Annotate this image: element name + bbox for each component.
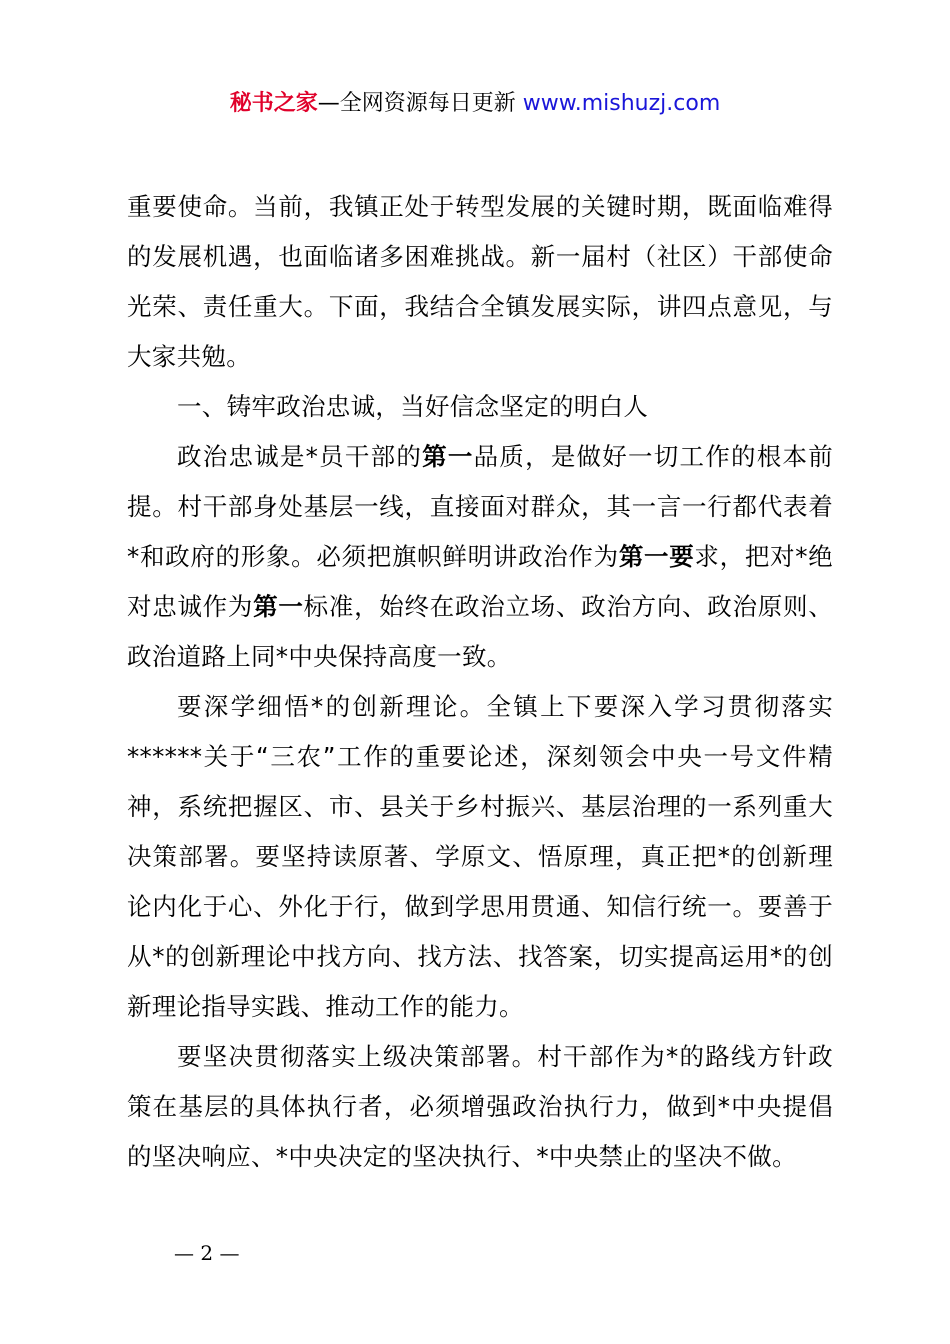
text-segment: 要深学细悟*的创新理论。全镇上下要深入学习贯彻落实******关于“三农”工作的重要论述，深刻领会中央一号文件精神，系统把握区、市、县关于乡村振兴、基层治理的一系列重大决策部署。要坚持读原著、学原文、悟原理，真正把*的创新理论内化于心、外化于行，做到学思用贯通、知信行统一。要善于从*的创新理论中找方向、找方法、找答案，切实提高运用*的创新理论指导实践、推动工作的能力。 [127, 692, 833, 1021]
body-paragraph [127, 682, 833, 1032]
text-segment: 一、铸牢政治忠诚，当好信念坚定的明白人 [177, 392, 649, 421]
body-paragraph [127, 432, 833, 682]
brand-name: 秘书之家 [229, 91, 318, 116]
text-segment: 品质，是做好一切工作的根本前提。村干部身处基层一线，直接面对群众，其一言一行都代表着*和政府的形象。必须把旗帜鲜明讲政治作为 [127, 442, 833, 571]
page-number: — 2 — [174, 1241, 240, 1265]
bold-text-segment: 第一 [422, 442, 474, 471]
bold-text-segment: 第一要 [618, 542, 695, 571]
text-segment: 政治忠诚是*员干部的 [177, 442, 423, 471]
body-paragraph [127, 1032, 833, 1182]
text-segment: 求，把对*绝对忠诚作为 [127, 542, 833, 621]
text-segment: 标准，始终在政治立场、政治方向、政治原则、政治道路上同*中央保持高度一致。 [127, 592, 833, 671]
site-header [0, 86, 950, 122]
header-slogan: —全网资源每日更新 [317, 91, 523, 116]
text-segment: 要坚决贯彻落实上级决策部署。村干部作为*的路线方针政策在基层的具体执行者，必须增强政治执行力，做到*中央提倡的坚决响应、*中央决定的坚决执行、*中央禁止的坚决不做。 [127, 1042, 833, 1171]
bold-text-segment: 第一 [253, 592, 304, 621]
body-paragraph [127, 382, 833, 432]
website-url: www.mishuzj.com [522, 91, 721, 116]
document-body [127, 182, 833, 1182]
body-paragraph [127, 182, 833, 382]
text-segment: 重要使命。当前，我镇正处于转型发展的关键时期，既面临难得的发展机遇，也面临诸多困难挑战。新一届村（社区）干部使命光荣、责任重大。下面，我结合全镇发展实际，讲四点意见，与大家共勉。 [127, 192, 833, 371]
